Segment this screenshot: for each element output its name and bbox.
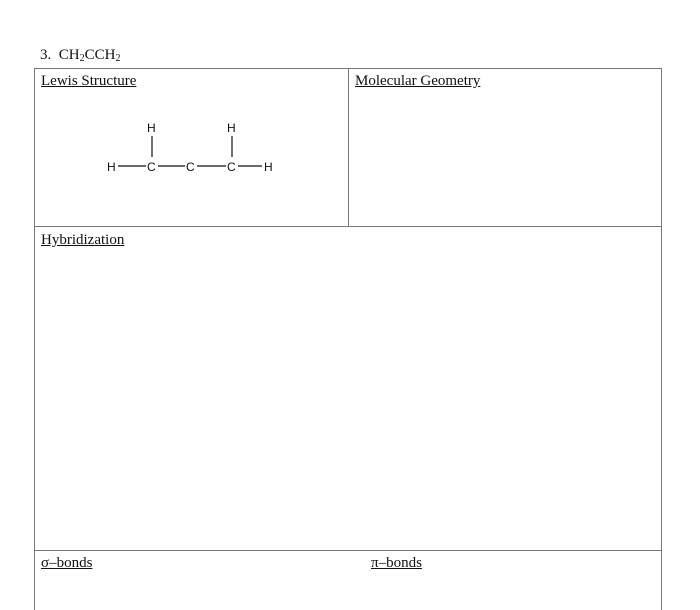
- bonds-cell: [34, 550, 662, 610]
- question-formula: $CH_2CCH_2$: [58, 47, 121, 64]
- lewis-structure-cell: [34, 68, 349, 227]
- sigma-bonds-label: σ–bonds: [41, 555, 93, 571]
- atom-h-top2: H: [227, 121, 236, 135]
- molecular-geometry-label: Molecular Geometry: [355, 73, 481, 89]
- molecular-geometry-cell: [348, 68, 662, 227]
- atom-h-right: H: [264, 160, 273, 174]
- atom-h-top1: H: [147, 121, 156, 135]
- pi-bonds-label: π–bonds: [371, 555, 422, 571]
- hybridization-cell: [34, 226, 662, 551]
- question-number: 3.: [40, 47, 52, 63]
- hybridization-label: Hybridization: [41, 232, 125, 248]
- lewis-structure-label: Lewis Structure: [41, 73, 137, 89]
- lewis-structure-diagram: [35, 69, 350, 228]
- atom-h-left: H: [107, 160, 116, 174]
- atom-c2: C: [186, 160, 195, 174]
- atom-c1: C: [147, 160, 156, 174]
- question-header: [40, 47, 120, 64]
- atom-c3: C: [227, 160, 236, 174]
